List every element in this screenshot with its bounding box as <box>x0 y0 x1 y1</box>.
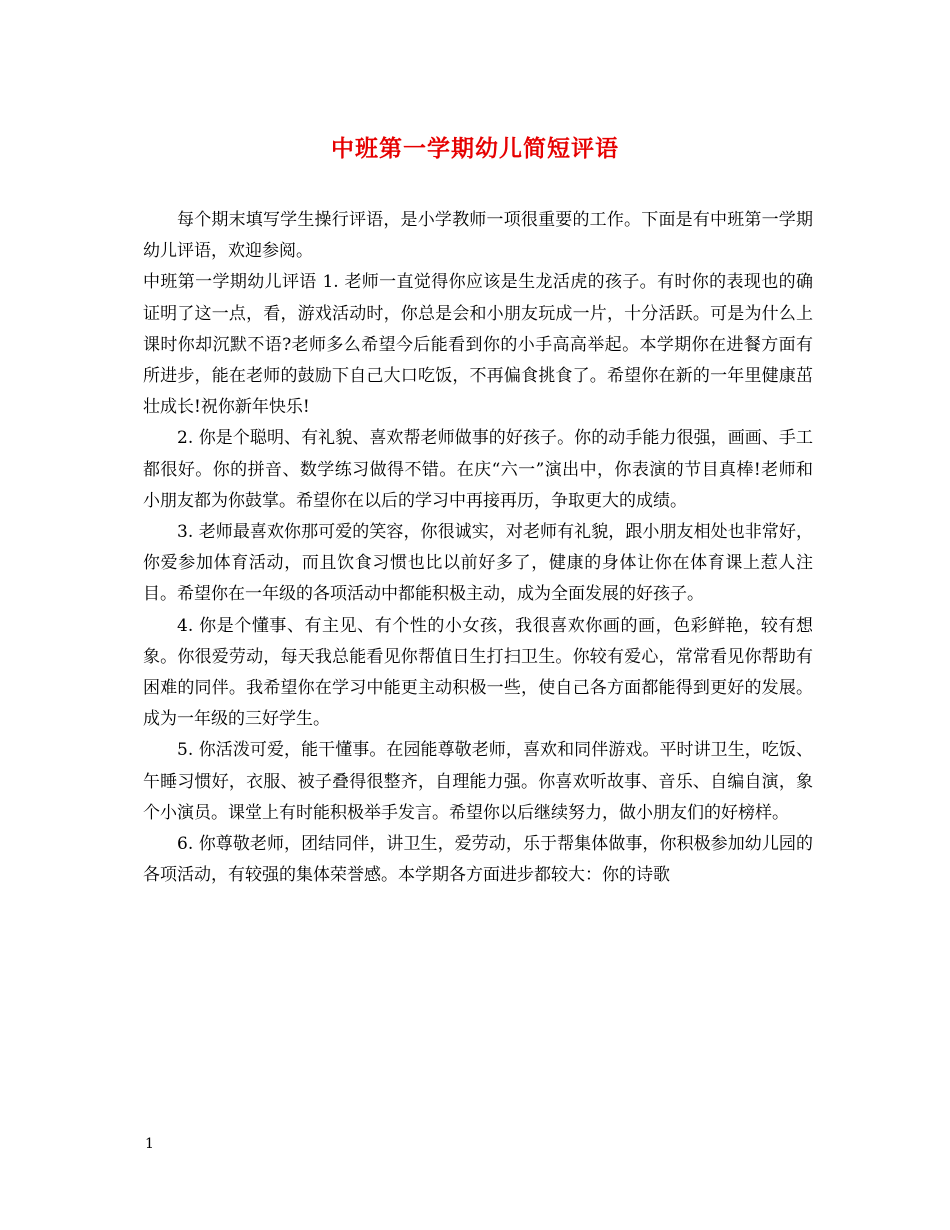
paragraph-4: 4. 你是个懂事、有主见、有个性的小女孩，我很喜欢你画的画，色彩鲜艳，较有想象。你很爱劳动，每天我总能看见你帮值日生打扫卫生。你较有爱心，常常看见你帮助有困难的同伴。我希望你在学习中能更主动积极一些，使自己各方面都能得到更好的发展。成为一年级的三好学生。 <box>143 615 813 730</box>
page-number: 1 <box>145 1136 154 1152</box>
document-title: 中班第一学期幼儿简短评语 <box>331 135 619 162</box>
paragraph-3: 3. 老师最喜欢你那可爱的笑容，你很诚实，对老师有礼貌，跟小朋友相处也非常好，你爱参加体育活动，而且饮食习惯也比以前好多了，健康的身体让你在体育课上惹人注目。希望你在一年级的各项活动中都能积极主动，成为全面发展的好孩子。 <box>143 522 813 605</box>
paragraph-5: 5. 你活泼可爱，能干懂事。在园能尊敬老师，喜欢和同伴游戏。平时讲卫生，吃饭、午睡习惯好，衣服、被子叠得很整齐，自理能力强。你喜欢听故事、音乐、自编自演，象个小演员。课堂上有时能积极举手发言。希望你以后继续努力，做小朋友们的好榜样。 <box>143 740 813 823</box>
document-body <box>143 205 813 891</box>
paragraph-6: 6. 你尊敬老师，团结同伴，讲卫生，爱劳动，乐于帮集体做事，你积极参加幼儿园的各项活动，有较强的集体荣誉感。本学期各方面进步都较大：你的诗歌 <box>143 834 813 886</box>
paragraph-2: 2. 你是个聪明、有礼貌、喜欢帮老师做事的好孩子。你的动手能力很强，画画、手工都很好。你的拼音、数学练习做得不错。在庆“六一”演出中，你表演的节目真棒!老师和小朋友都为你鼓掌。希望你在以后的学习中再接再历，争取更大的成绩。 <box>143 428 813 511</box>
intro-paragraph: 每个期末填写学生操行评语，是小学教师一项很重要的工作。下面是有中班第一学期幼儿评语，欢迎参阅。 <box>143 210 813 262</box>
paragraph-1: 中班第一学期幼儿评语 1. 老师一直觉得你应该是生龙活虎的孩子。有时你的表现也的确证明了这一点，看，游戏活动时，你总是会和小朋友玩成一片，十分活跃。可是为什么上课时你却沉默不语?老师多么希望今后能看到你的小手高高举起。本学期你在进餐方面有所进步，能在老师的鼓励下自己大口吃饭，不再偏食挑食了。希望你在新的一年里健康茁壮成长!祝你新年快乐! <box>143 272 813 418</box>
